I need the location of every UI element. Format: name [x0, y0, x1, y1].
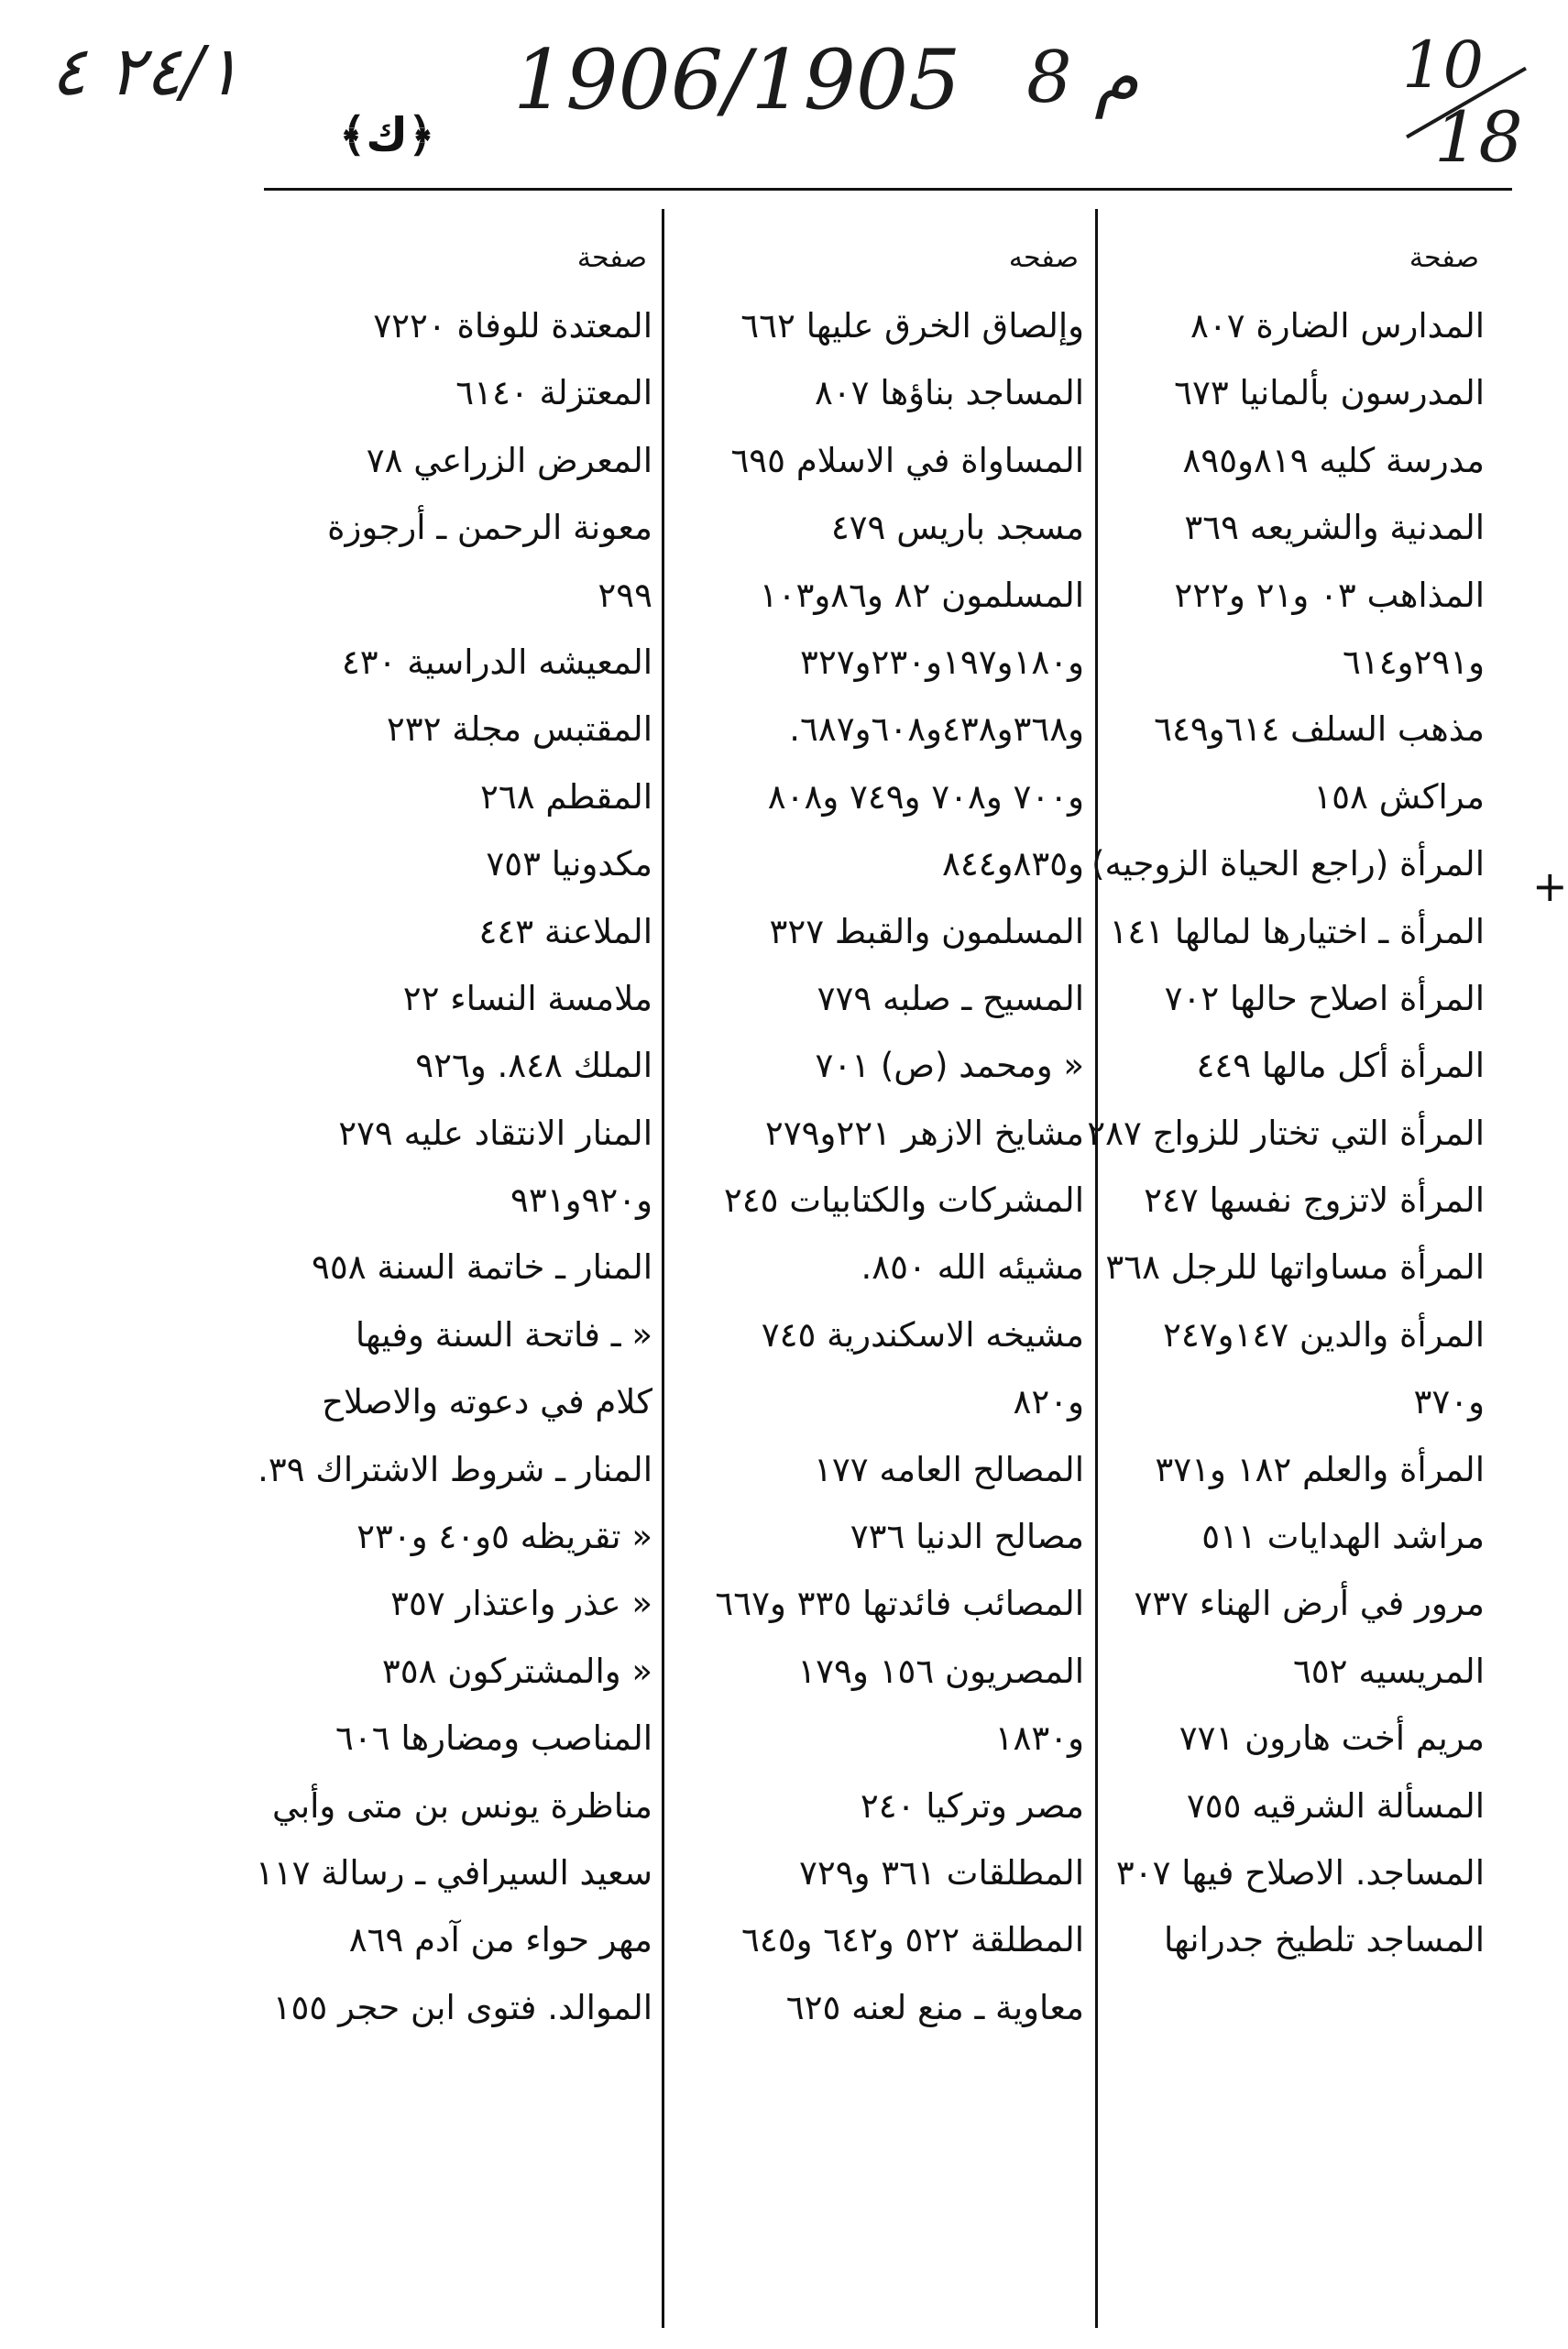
index-entry: المساواة في الاسلام ٦٩٥ [730, 440, 1084, 480]
index-entry: المرأة مساواتها للرجل ٣٦٨ [1105, 1247, 1485, 1288]
index-entry: ٢٩٩ [598, 575, 652, 615]
top-rule [264, 188, 1512, 191]
index-entry: المسألة الشرقيه ٧٥٥ [1186, 1785, 1485, 1826]
handwritten-left-note: ٢٤/١ ٤ [50, 32, 241, 111]
index-entry: المطلقة ٥٢٢ و٦٤٢ و٦٤٥ [740, 1920, 1084, 1960]
index-entry: مكدونيا ٧٥٣ [486, 844, 652, 884]
index-entry: مسجد باريس ٤٧٩ [830, 508, 1084, 548]
index-entry: و١٨٠و١٩٧و٢٣٠و٣٢٧ [800, 642, 1084, 682]
index-entry: المرأة والعلم ١٨٢ و٣٧١ [1155, 1449, 1485, 1489]
index-entry: المرأة (راجع الحياة الزوجيه) [1091, 844, 1485, 884]
index-entry: سعيد السيرافي ـ رسالة ١١٧ [255, 1852, 652, 1893]
index-entry: المصالح العامه ١٧٧ [814, 1449, 1084, 1489]
index-entry: المسيح ـ صلبه ٧٧٩ [817, 978, 1084, 1018]
index-entry: و٧٠٠ و٧٠٨ و٧٤٩ و٨٠٨ [767, 776, 1084, 817]
index-entry: المنار الانتقاد عليه ٢٧٩ [338, 1113, 652, 1153]
index-entry: « ـ فاتحة السنة وفيها [355, 1314, 652, 1355]
index-entry: مريم أخت هارون ٧٧١ [1179, 1718, 1485, 1759]
index-entry: مصر وتركيا ٢٤٠ [860, 1785, 1084, 1826]
index-entry: المطلقات ٣٦١ و٧٢٩ [798, 1852, 1084, 1893]
index-entry: « عذر واعتذار ٣٥٧ [390, 1584, 652, 1624]
index-entry: المرأة التي تختار للزواج ٢٨٧ [1087, 1113, 1485, 1153]
column-heading: صفحه [1008, 242, 1079, 274]
index-entry: المنار ـ خاتمة السنة ٩٥٨ [312, 1247, 652, 1288]
index-entry: مشايخ الازهر ٢٢١و٢٧٩ [764, 1113, 1084, 1153]
index-entry: مرور في أرض الهناء ٧٣٧ [1134, 1584, 1485, 1624]
index-entry: المدنية والشريعه ٣٦٩ [1184, 508, 1485, 548]
handwritten-fraction [1384, 27, 1523, 178]
index-entry: « والمشتركون ٣٥٨ [381, 1651, 652, 1691]
index-column-left [247, 225, 660, 2041]
page-marker: ﴿ك﴾ [339, 108, 435, 161]
index-entry: « ومحمد (ص) ٧٠١ [815, 1046, 1084, 1086]
fraction-denominator: 18 [1434, 96, 1523, 178]
index-entry: المرأة اصلاح حالها ٧٠٢ [1164, 978, 1485, 1018]
column-heading: صفحة [1409, 242, 1479, 274]
index-entry: الملك ٨٤٨. و٩٢٦ [415, 1046, 652, 1086]
index-entry: مراكش ١٥٨ [1313, 776, 1485, 817]
index-entry: المدارس الضارة ٨٠٧ [1190, 306, 1485, 346]
index-entry: الملاعنة ٤٤٣ [478, 911, 652, 951]
index-entry: و٨٢٠ [1013, 1382, 1084, 1422]
column-heading: صفحة [576, 242, 647, 274]
index-entry: المنار ـ شروط الاشتراك ٣٩. [258, 1449, 652, 1489]
index-entry: المساجد. الاصلاح فيها ٣٠٧ [1115, 1852, 1485, 1893]
entry-list-right [1087, 292, 1492, 1974]
index-entry: المرأة أكل مالها ٤٤٩ [1196, 1046, 1485, 1086]
index-entry: و٨٣٥و٨٤٤ [942, 844, 1084, 884]
index-column-middle [664, 225, 1091, 2041]
index-entry: المرأة لاتزوج نفسها ٢٤٧ [1144, 1180, 1485, 1221]
index-entry: معاوية ـ منع لعنه ٦٢٥ [785, 1987, 1084, 2027]
index-entry: مصالح الدنيا ٧٣٦ [850, 1517, 1084, 1557]
index-entry: المشركات والكتابيات ٢٤٥ [723, 1180, 1084, 1221]
index-entry: المعتزلة ٦١٤٠ [455, 373, 652, 413]
index-entry: المعيشه الدراسية ٤٣٠ [341, 642, 652, 682]
entry-list-left [247, 292, 660, 2041]
index-entry: و٩٢٠و٩٣١ [510, 1180, 652, 1221]
index-entry: المريسيه ٦٥٢ [1292, 1651, 1485, 1691]
index-entry: مدرسة كليه ٨١٩و٨٩٥ [1182, 440, 1485, 480]
index-entry: مذهب السلف ٦١٤و٦٤٩ [1154, 709, 1485, 750]
index-entry: المساجد بناؤها ٨٠٧ [814, 373, 1084, 413]
index-entry: المدرسون بألمانيا ٦٧٣ [1174, 373, 1485, 413]
index-entry: المرأة والدين ١٤٧و٢٤٧ [1163, 1314, 1485, 1355]
index-entry: المرأة ـ اختيارها لمالها ١٤١ [1109, 911, 1485, 951]
index-entry: المعتدة للوفاة ٧٢٢٠ [373, 306, 652, 346]
fraction-numerator: 10 [1402, 27, 1485, 103]
index-entry: مشيئه الله ٨٥٠. [861, 1247, 1084, 1288]
index-entry: وإلصاق الخرق عليها ٦٦٢ [740, 306, 1084, 346]
index-entry: و٣٧٠ [1413, 1382, 1485, 1422]
index-entry: المساجد تلطيخ جدرانها [1163, 1920, 1485, 1960]
index-entry: المذاهب ٠٣ و٢١ و٢٢٢ [1174, 575, 1485, 615]
handwritten-year-range: 1906/1905 [513, 32, 961, 128]
index-entry: المناصب ومضارها ٦٠٦ [335, 1718, 652, 1759]
handwritten-volume-note: م 8 [1026, 37, 1139, 119]
index-entry: المصريون ١٥٦ و١٧٩ [797, 1651, 1084, 1691]
index-entry: مناظرة يونس بن متى وأبي [271, 1785, 652, 1826]
index-entry: و١٨٣٠ [994, 1718, 1084, 1759]
index-entry: و٢٩١و٦١٤ [1343, 642, 1485, 682]
index-entry: مهر حواء من آدم ٨٦٩ [348, 1920, 652, 1960]
index-entry: الموالد. فتوى ابن حجر ١٥٥ [272, 1987, 652, 2027]
index-column-right [1087, 225, 1492, 1974]
entry-list-middle [664, 292, 1091, 2041]
index-entry: مشيخه الاسكندرية ٧٤٥ [761, 1314, 1084, 1355]
index-entry: و٣٦٨و٤٣٨و٦٠٨و٦٨٧. [789, 709, 1084, 750]
index-entry: المسلمون والقبط ٣٢٧ [769, 911, 1084, 951]
index-entry: المعرض الزراعي ٧٨ [366, 440, 652, 480]
margin-mark: + [1532, 862, 1568, 911]
index-entry: المقطم ٢٦٨ [479, 776, 652, 817]
index-entry: ملامسة النساء ٢٢ [402, 978, 652, 1018]
index-entry: المسلمون ٨٢ و٨٦و١٠٣ [759, 575, 1084, 615]
index-entry: « تقريظه ٥و٤٠ و٢٣٠ [356, 1517, 652, 1557]
index-entry: كلام في دعوته والاصلاح [322, 1382, 652, 1422]
index-entry: المصائب فائدتها ٣٣٥ و٦٦٧ [715, 1584, 1084, 1624]
index-entry: معونة الرحمن ـ أرجوزة [327, 508, 652, 548]
index-entry: المقتبس مجلة ٢٣٢ [386, 709, 652, 750]
index-entry: مراشد الهدايات ٥١١ [1201, 1517, 1485, 1557]
